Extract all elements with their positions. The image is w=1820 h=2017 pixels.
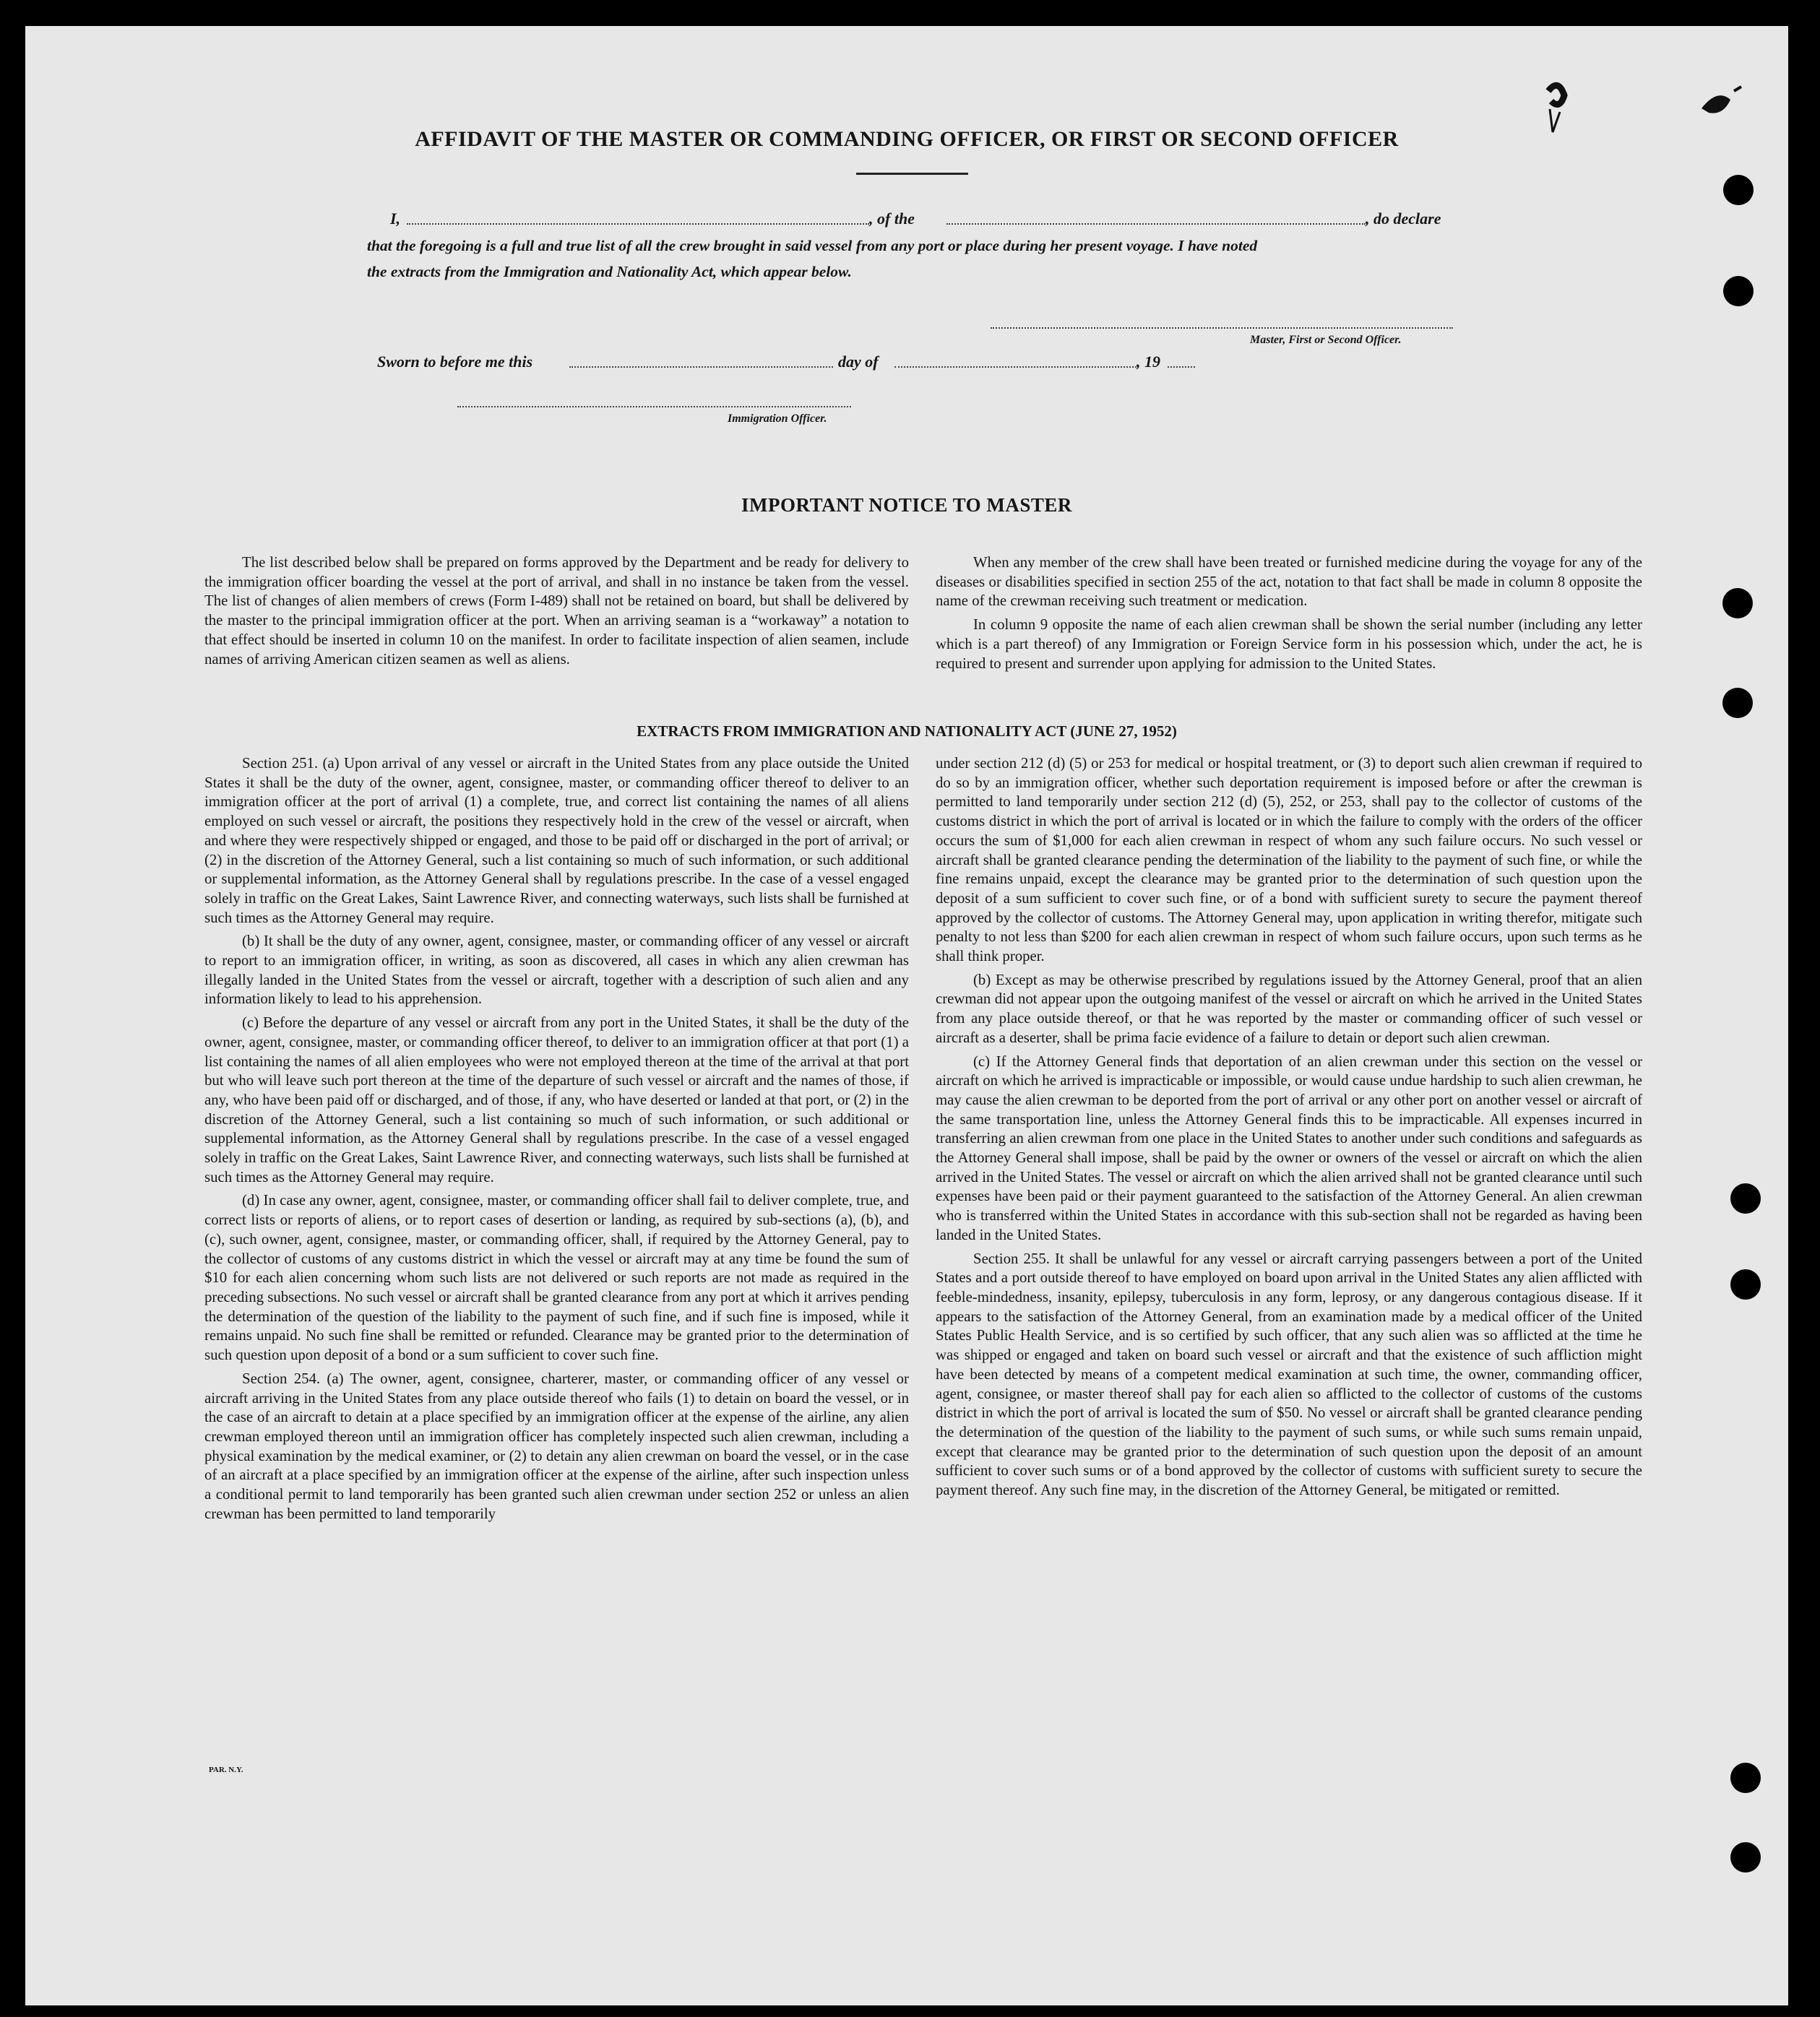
i-label: I, — [390, 210, 401, 228]
section-251-b: (b) It shall be the duty of any owner, agent, consignee, master, or commanding officer of any vessel or aircraft to report to an immigration officer, in writing, as soon as discovered, all cases in which any alien crewman has illegally landed in the United States from the vessel or aircraft, together with a description of such alien and any information likely to lead to his apprehension. — [204, 933, 909, 1008]
binder-hole — [1730, 1842, 1761, 1873]
notice-left-paragraph: The list described below shall be prepared on forms approved by the Department and be ready for delivery to the immigration officer boarding the vessel at the port of arrival, and shall in no instance be taken from the vessel. The list of changes of alien members of crews (Form I-489) shall not be retained on board, but shall be delivered by the master to the principal immigration officer at the port. When an arriving seaman is a “workaway” a notation to that effect should be inserted in column 10 on the manifest. In order to facilitate inspection of alien seamen, include names of arriving American citizen seamen as well as aliens. — [204, 554, 909, 668]
section-251-c: (c) Before the departure of any vessel or aircraft from any port in the United States, it shall be the duty of the owner, agent, consignee, master, or commanding officer thereof, to deliver to an immigration officer at that port (1) a list containing the names of all alien employees who were not employed thereon at the time of the arrival at that port but who will leave such port thereon at the time of the departure of such vessel or aircraft and the names of those, if any, who have been paid off or discharged, and of those, if any, who have deserted or landed at that port, or (2) in the discretion of the Attorney General, such a list containing so much of such information, or such additional or supplemental information, as the Attorney General shall by regulations prescribe. In the case of a vessel engaged solely in traffic on the Great Lakes, Saint Lawrence River, and connecting waterways, such lists shall be furnished at such times as the Attorney General may require. — [204, 1014, 909, 1185]
declaration-line-2: the extracts from the Immigration and Nationality Act, which appear below. — [367, 263, 852, 280]
master-signature-line[interactable] — [991, 327, 1453, 329]
declaration-line-1: that the foregoing is a full and true list of all the crew brought in said vessel from any port or place during her present voyage. I have noted — [367, 237, 1258, 254]
binder-hole — [1730, 1269, 1761, 1300]
day-of-label: day of — [838, 353, 879, 371]
name-blank-line[interactable] — [407, 223, 869, 225]
extracts-right-column — [936, 754, 1642, 1505]
title-underline — [856, 173, 968, 175]
notice-right-paragraph-1: When any member of the crew shall have been treated or furnished medicine during the voyage for any of the diseases or disabilities specified in section 255 of the act, notation to that fact shall be made in column 8 opposite the name of the crewman receiving such treatment or medication. — [936, 554, 1642, 610]
do-declare-label: , do declare — [1366, 210, 1441, 228]
binder-hole — [1730, 1763, 1761, 1793]
notice-left-column — [204, 553, 909, 673]
section-254-c: (c) If the Attorney General finds that deportation of an alien crewman under this section on the vessel or aircraft on which he arrived is impracticable or impossible, or would cause undue hardship to such alien crewman, he may cause the alien crewman to be deported from the port of arrival or any other port on another vessel or aircraft of the same transportation line, unless the Attorney General finds this to be impracticable. All expenses incurred in transferring an alien crewman from one place in the United States to another under such conditions and safeguards as the Attorney General shall impose, shall be paid by the owner or owners of the vessel or aircraft on which the alien arrived in the United States. The vessel or aircraft on which the alien arrived shall not be granted clearance until such expenses have been paid or their payment guaranteed to the satisfaction of the Attorney General. An alien crewman who is transferred within the United States in accordance with this sub-section shall not be regarded as having been landed in the United States. — [936, 1053, 1642, 1243]
sworn-month-blank[interactable] — [894, 366, 1137, 368]
section-255: Section 255. It shall be unlawful for any vessel or aircraft carrying passengers between a port of the United States and a port outside thereof to have employed on board upon arrival in the United States any alien afflicted with feeble-mindedness, insanity, epilepsy, tuberculosis in any form, leprosy, or any dangerous contagious disease. If it appears to the satisfaction of the Attorney General, from an examination made by a medical officer of the United States Public Health Service, and is so certified by such officer, that any such alien was so afflicted at the time he was shipped or engaged and taken on board such vessel or aircraft and that the existence of such affliction might have been detected by means of a competent medical examination at such time, the owner, commanding officer, agent, consignee, or master thereof shall pay for each alien so afflicted to the collector of customs of the customs district in which the port of arrival is located the sum of $50. No vessel or aircraft shall be granted clearance pending the determination of the question of the liability to the payment of such sums, or while such sums remain unpaid, except that clearance may be granted prior to the determination of such question upon the deposit of an amount sufficient to cover such sums or of a bond approved by the collector of customs with sufficient surety to secure the payment thereof. Any such fine may, in the discretion of the Attorney General, be mitigated or remitted. — [936, 1250, 1642, 1499]
sworn-label: Sworn to before me this — [377, 353, 533, 371]
sworn-year-blank[interactable] — [1168, 366, 1195, 368]
binder-hole — [1723, 276, 1754, 306]
notice-right-column — [936, 553, 1642, 678]
vessel-blank-line[interactable] — [946, 223, 1366, 225]
sworn-day-blank[interactable] — [569, 366, 833, 368]
section-251-a: Section 251. (a) Upon arrival of any vessel or aircraft in the United States from any place outside the United States it shall be the duty of the owner, agent, consignee, master, or commanding officer thereof to deliver to an immigration officer at the port of arrival (1) a complete, true, and correct list containing the names of all aliens employed on such vessel or aircraft, the positions they respectively hold in the crew of the vessel or aircraft, when and where they were respectively shipped or engaged, and those to be paid off or discharged in the port of arrival; or (2) in the discretion of the Attorney General, such a list containing so much of such information, or such additional or supplemental information, as the Attorney General shall by regulations prescribe. In the case of a vessel engaged solely in traffic on the Great Lakes, Saint Lawrence River, and connecting waterways, such lists shall be furnished at such times as the Attorney General may require. — [204, 755, 909, 926]
affidavit-title: AFFIDAVIT OF THE MASTER OR COMMANDING OFFICER, OR FIRST OR SECOND OFFICER — [415, 127, 1399, 151]
binder-hole — [1722, 588, 1753, 618]
notice-right-paragraph-2: In column 9 opposite the name of each alien crewman shall be shown the serial number (including any letter which is a part thereof) of any Immigration or Foreign Service form in his possession which, under the act, he is required to present and surrender upon applying for admission to the United States. — [936, 616, 1642, 672]
master-caption: Master, First or Second Officer. — [1250, 334, 1402, 346]
binder-hole — [1722, 688, 1753, 718]
printer-mark: PAR. N.Y. — [209, 1766, 243, 1774]
handwritten-marks — [1514, 55, 1788, 142]
section-254-a: Section 254. (a) The owner, agent, consignee, charterer, master, or commanding officer of any vessel or aircraft arriving in the United States from any place outside thereof who fails (1) to detain on board the vessel, or in the case of an aircraft to detain at a place specified by an immigration officer at the expense of the airline, any alien crewman employed thereon until an immigration officer has completely inspected such alien crewman, including a physical examination by the medical examiner, or (2) to detain any alien crewman on board the vessel, or in the case of an aircraft at a place specified by an immigration officer at the expense of the airline, after such inspection unless a conditional permit to land temporarily has been granted such alien crewman under section 252 or unless an alien crewman has been permitted to land temporarily — [204, 1370, 909, 1522]
notice-title: IMPORTANT NOTICE TO MASTER — [741, 494, 1072, 516]
of-the-label: , of the — [869, 210, 915, 228]
binder-hole — [1723, 175, 1754, 205]
year-label: , 19 — [1137, 353, 1160, 371]
officer-caption: Immigration Officer. — [728, 413, 827, 425]
section-254-b: (b) Except as may be otherwise prescribed by regulations issued by the Attorney General, proof that an alien crewman did not appear upon the outgoing manifest of the vessel or aircraft on which he arrived in the United States from any place outside thereof, or that he was reported by the master or commanding officer of such vessel or aircraft as a deserter, shall be prima facie evidence of a failure to detain or deport such alien crewman. — [936, 971, 1642, 1046]
section-251-d: (d) In case any owner, agent, consignee, master, or commanding officer shall fail to deliver complete, true, and correct lists or reports of aliens, or to report cases of desertion or landing, as required by sub-sections (a), (b), and (c), such owner, agent, consignee, master, or commanding officer, shall, if required by the Attorney General, pay to the collector of customs of any customs district in which the vessel or aircraft may at any time be found the sum of $10 for each alien concerning whom such lists are not delivered or such reports are not made as required in the preceding subsections. No such vessel or aircraft shall be granted clearance from any port at which it arrives pending the determination of the question of the liability to the payment of such fine, and if such fine is imposed, while it remains unpaid. No such fine shall be remitted or refunded. Clearance may be granted prior to the determination of such question upon deposit of a bond or a sum sufficient to cover such fine. — [204, 1192, 909, 1364]
document-page — [25, 26, 1788, 2005]
extracts-left-column — [204, 754, 909, 1528]
section-254-a-continued: under section 212 (d) (5) or 253 for medical or hospital treatment, or (3) to deport such alien crewman if required to do so by an immigration officer, whether such deportation requirement is imposed before or after the crewman is permitted to land temporarily under section 212 (d) (5), 252, or 253, shall pay to the collector of customs of the customs district in which the port of arrival is located or in which the failure to comply with the orders of the officer occurs the sum of $1,000 for each alien crewman in respect of whom any such failure occurs. No such vessel or aircraft shall be granted clearance pending the determination of the liability to the payment of such fine, or while the fine remains unpaid, except the clearance may be granted prior to the determination of such question upon the deposit of a sum sufficient to cover such fine, or of a bond with sufficient surety to secure the payment thereof approved by the collector of customs. The Attorney General may, upon application in writing therefor, mitigate such penalty to not less than $200 for each alien crewman in respect of whom such failure occurs, upon such terms as he shall think proper. — [936, 755, 1642, 965]
binder-hole — [1730, 1183, 1761, 1214]
officer-signature-line[interactable] — [457, 406, 851, 407]
extracts-title: EXTRACTS FROM IMMIGRATION AND NATIONALITY ACT (JUNE 27, 1952) — [637, 722, 1177, 740]
